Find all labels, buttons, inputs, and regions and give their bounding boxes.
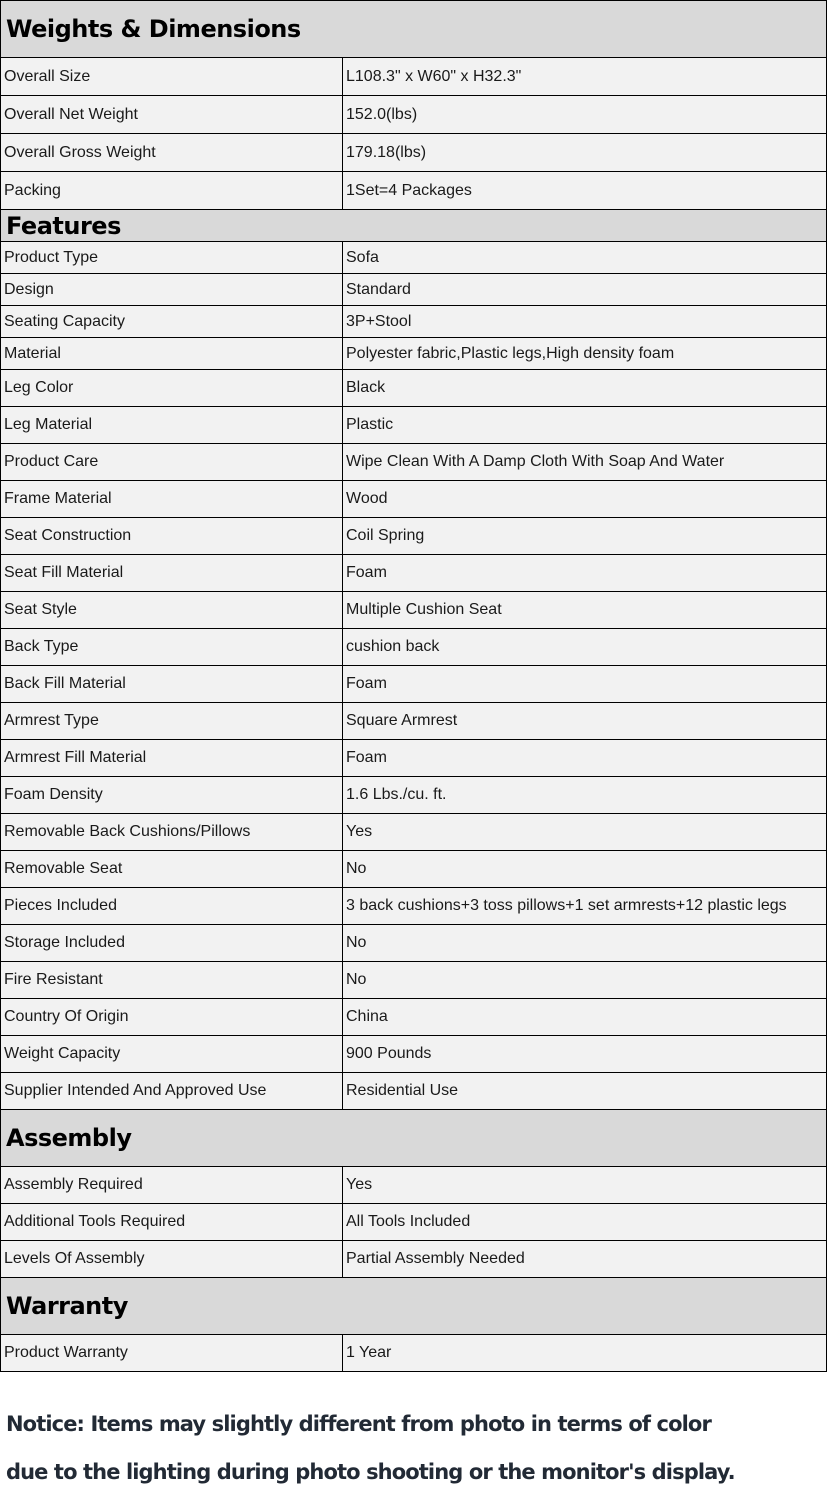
- row-value: Partial Assembly Needed: [343, 1241, 827, 1278]
- section-title: Warranty: [1, 1278, 827, 1335]
- row-label: Removable Seat: [1, 851, 343, 888]
- row-label: Material: [1, 338, 343, 370]
- table-row: [1, 518, 827, 555]
- row-label: Leg Material: [1, 407, 343, 444]
- row-label: Overall Net Weight: [1, 96, 343, 134]
- row-label: Back Fill Material: [1, 666, 343, 703]
- row-label: Product Care: [1, 444, 343, 481]
- table-row: [1, 629, 827, 666]
- row-value: Polyester fabric,Plastic legs,High density foam: [343, 338, 827, 370]
- row-label: Back Type: [1, 629, 343, 666]
- row-label: Armrest Fill Material: [1, 740, 343, 777]
- table-row: [1, 777, 827, 814]
- section-header: [1, 1, 827, 58]
- table-row: [1, 666, 827, 703]
- row-value: No: [343, 851, 827, 888]
- row-label: Additional Tools Required: [1, 1204, 343, 1241]
- table-row: [1, 851, 827, 888]
- row-value: 1 Year: [343, 1335, 827, 1372]
- row-value: Yes: [343, 814, 827, 851]
- row-value: China: [343, 999, 827, 1036]
- row-label: Frame Material: [1, 481, 343, 518]
- row-label: Levels Of Assembly: [1, 1241, 343, 1278]
- section-title: Assembly: [1, 1110, 827, 1167]
- row-label: Removable Back Cushions/Pillows: [1, 814, 343, 851]
- table-row: [1, 1036, 827, 1073]
- row-label: Weight Capacity: [1, 1036, 343, 1073]
- section-title: Weights & Dimensions: [1, 1, 827, 58]
- table-row: [1, 274, 827, 306]
- notice-line-1: Notice: Items may slightly different from photo in terms of color: [6, 1412, 711, 1436]
- row-value: Wood: [343, 481, 827, 518]
- table-row: [1, 999, 827, 1036]
- row-value: Foam: [343, 740, 827, 777]
- table-row: [1, 1073, 827, 1110]
- row-label: Overall Size: [1, 58, 343, 96]
- section-title: Features: [1, 210, 827, 242]
- table-row: [1, 703, 827, 740]
- row-value: L108.3" x W60" x H32.3": [343, 58, 827, 96]
- row-label: Supplier Intended And Approved Use: [1, 1073, 343, 1110]
- row-value: Foam: [343, 555, 827, 592]
- row-label: Storage Included: [1, 925, 343, 962]
- table-row: [1, 592, 827, 629]
- table-row: [1, 1167, 827, 1204]
- row-value: 900 Pounds: [343, 1036, 827, 1073]
- row-label: Packing: [1, 172, 343, 210]
- section-header: [1, 1110, 827, 1167]
- table-row: [1, 555, 827, 592]
- row-value: Sofa: [343, 242, 827, 274]
- section-header: [1, 1278, 827, 1335]
- table-row: [1, 370, 827, 407]
- row-value: No: [343, 925, 827, 962]
- notice-line-2: due to the lighting during photo shooting or the monitor's display.: [6, 1460, 735, 1484]
- table-row: [1, 96, 827, 134]
- table-row: [1, 338, 827, 370]
- table-row: [1, 814, 827, 851]
- row-label: Assembly Required: [1, 1167, 343, 1204]
- row-value: Standard: [343, 274, 827, 306]
- row-value: Residential Use: [343, 1073, 827, 1110]
- table-row: [1, 888, 827, 925]
- notice: [6, 1400, 735, 1496]
- table-row: [1, 242, 827, 274]
- row-value: 3 back cushions+3 toss pillows+1 set armrests+12 plastic legs: [343, 888, 827, 925]
- row-value: 152.0(lbs): [343, 96, 827, 134]
- table-row: [1, 172, 827, 210]
- row-label: Product Warranty: [1, 1335, 343, 1372]
- table-row: [1, 407, 827, 444]
- table-row: [1, 134, 827, 172]
- row-value: 1.6 Lbs./cu. ft.: [343, 777, 827, 814]
- row-label: Foam Density: [1, 777, 343, 814]
- row-label: Product Type: [1, 242, 343, 274]
- row-label: Pieces Included: [1, 888, 343, 925]
- row-value: All Tools Included: [343, 1204, 827, 1241]
- table-row: [1, 1241, 827, 1278]
- row-value: Foam: [343, 666, 827, 703]
- row-value: Multiple Cushion Seat: [343, 592, 827, 629]
- table-row: [1, 962, 827, 999]
- section-header: [1, 210, 827, 242]
- row-value: Wipe Clean With A Damp Cloth With Soap And Water: [343, 444, 827, 481]
- row-label: Country Of Origin: [1, 999, 343, 1036]
- table-row: [1, 1335, 827, 1372]
- row-label: Seat Fill Material: [1, 555, 343, 592]
- table-row: [1, 740, 827, 777]
- row-label: Design: [1, 274, 343, 306]
- row-value: Yes: [343, 1167, 827, 1204]
- row-value: cushion back: [343, 629, 827, 666]
- row-value: 1Set=4 Packages: [343, 172, 827, 210]
- row-label: Fire Resistant: [1, 962, 343, 999]
- table-row: [1, 1204, 827, 1241]
- row-value: Plastic: [343, 407, 827, 444]
- row-label: Seat Style: [1, 592, 343, 629]
- row-label: Leg Color: [1, 370, 343, 407]
- row-value: 3P+Stool: [343, 306, 827, 338]
- table-row: [1, 58, 827, 96]
- table-row: [1, 925, 827, 962]
- row-value: Black: [343, 370, 827, 407]
- table-row: [1, 444, 827, 481]
- table-row: [1, 306, 827, 338]
- row-value: No: [343, 962, 827, 999]
- row-label: Overall Gross Weight: [1, 134, 343, 172]
- row-value: 179.18(lbs): [343, 134, 827, 172]
- table-row: [1, 481, 827, 518]
- row-label: Seat Construction: [1, 518, 343, 555]
- row-label: Armrest Type: [1, 703, 343, 740]
- row-label: Seating Capacity: [1, 306, 343, 338]
- row-value: Coil Spring: [343, 518, 827, 555]
- row-value: Square Armrest: [343, 703, 827, 740]
